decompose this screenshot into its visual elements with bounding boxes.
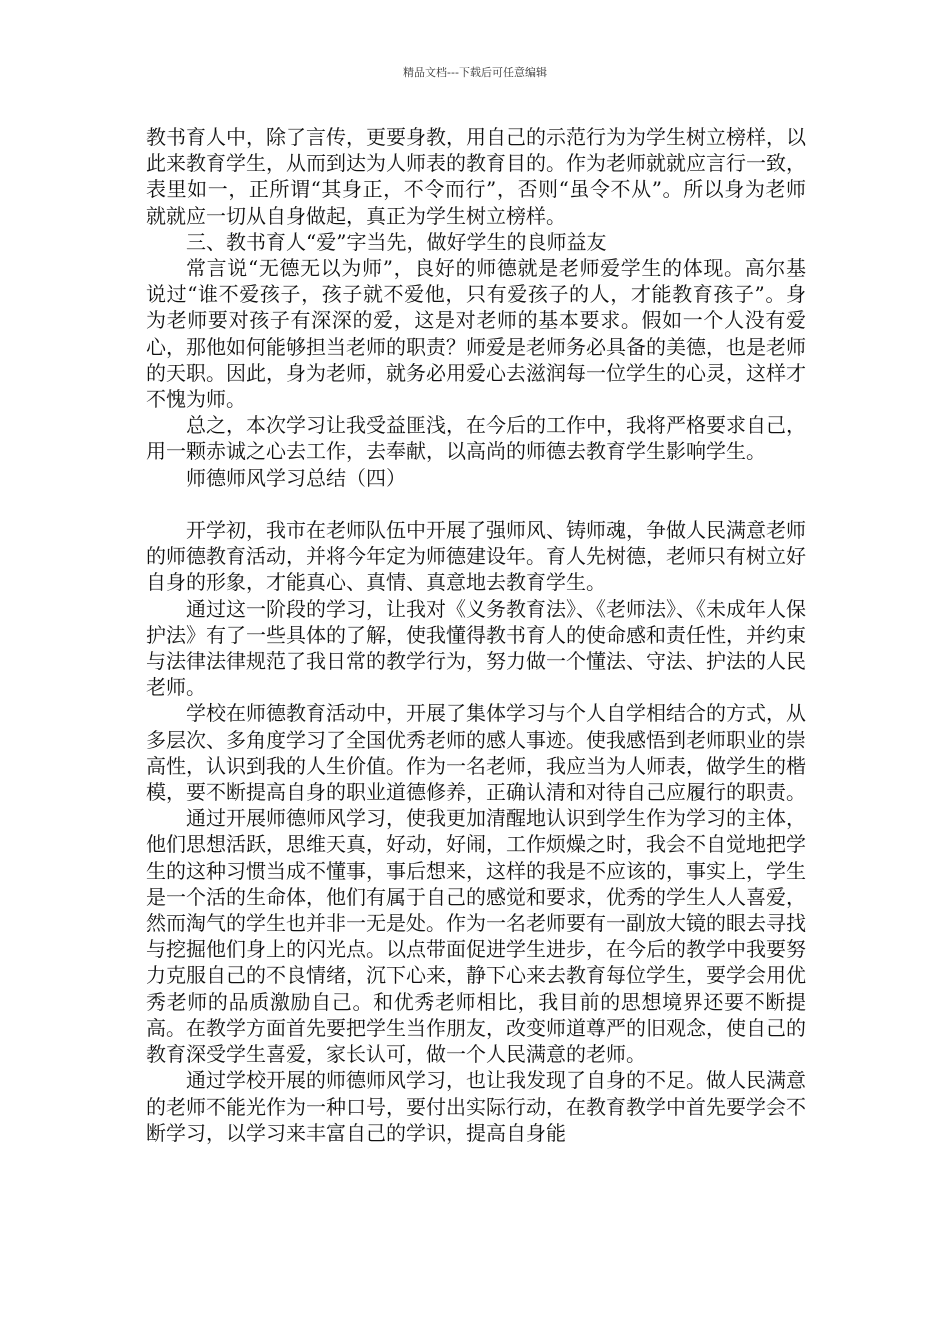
paragraph: 常言说“无德无以为师”，良好的师德就是老师爱学生的体现。高尔基说过“谁不爱孩子，孩子就不爱他，只有爱孩子的人，才能教育孩子”。身为老师要对孩子有深深的爱，这是对老师的基本要求。假如一个人没有爱心，那他如何能够担当老师的职责？师爱是老师务必具备的美德，也是老师的天职。因此，身为老师，就务必用爱心去滋润每一位学生的心灵，这样才不愧为师。 xyxy=(146,256,806,412)
page-header: 精品文档---下载后可任意编辑 xyxy=(403,66,547,79)
blank-line xyxy=(146,491,806,517)
paragraph: 教书育人中，除了言传，更要身教，用自己的示范行为为学生树立榜样，以此来教育学生，从而到达为人师表的教育目的。作为老师就就应言行一致，表里如一，正所谓“其身正，不令而行”，否则“虽令不从”。所以身为老师就就应一切从自身做起，真正为学生树立榜样。 xyxy=(146,125,806,228)
paragraph: 开学初，我市在老师队伍中开展了强师风、铸师魂，争做人民满意老师的师德教育活动，并将今年定为师德建设年。育人先树德，老师只有树立好自身的形象，才能真心、真情、真意地去教育学生。 xyxy=(146,518,806,595)
paragraph: 通过学校开展的师德师风学习，也让我发现了自身的不足。做人民满意的老师不能光作为一种口号，要付出实际行动，在教育教学中首先要学会不断学习，以学习来丰富自己的学识，提高自身能 xyxy=(146,1068,806,1145)
paragraph: 总之，本次学习让我受益匪浅，在今后的工作中，我将严格要求自己，用一颗赤诚之心去工作，去奉献，以高尚的师德去教育学生影响学生。 xyxy=(146,413,806,464)
article-title: 师德师风学习总结（四） xyxy=(186,465,406,490)
paragraph: 通过这一阶段的学习，让我对《义务教育法》、《老师法》、《未成年人保护法》有了一些具体的了解，使我懂得教书育人的使命感和责任性，并约束与法律法律规范了我日常的教学行为，努力做一个懂法、守法、护法的人民老师。 xyxy=(146,596,806,700)
document-body xyxy=(146,124,806,1146)
paragraph: 通过开展师德师风学习，使我更加清醒地认识到学生作为学习的主体，他们思想活跃，思维天真，好动，好闹，工作烦燥之时，我会不自觉地把学生的这种习惯当成不懂事，事后想来，这样的我是不应该的，事实上，学生是一个活的生命体，他们有属于自己的感觉和要求，优秀的学生人人喜爱，然而淘气的学生也并非一无是处。作为一名老师要有一副放大镜的眼去寻找与挖掘他们身上的闪光点。以点带面促进学生进步，在今后的教学中我要努力克服自己的不良情绪，沉下心来，静下心来去教育每位学生，要学会用优秀老师的品质激励自己。和优秀老师相比，我目前的思想境界还要不断提高。在教学方面首先要把学生当作朋友，改变师道尊严的旧观念，使自己的教育深受学生喜爱，家长认可，做一个人民满意的老师。 xyxy=(146,806,806,1067)
paragraph: 学校在师德教育活动中，开展了集体学习与个人自学相结合的方式，从多层次、多角度学习了全国优秀老师的感人事迹。使我感悟到老师职业的崇高性，认识到我的人生价值。作为一名老师，我应当为人师表，做学生的楷模，要不断提高自身的职业道德修养，正确认清和对待自己应履行的职责。 xyxy=(146,701,806,805)
section-heading: 三、教书育人“爱”字当先，做好学生的良师益友 xyxy=(186,229,607,254)
